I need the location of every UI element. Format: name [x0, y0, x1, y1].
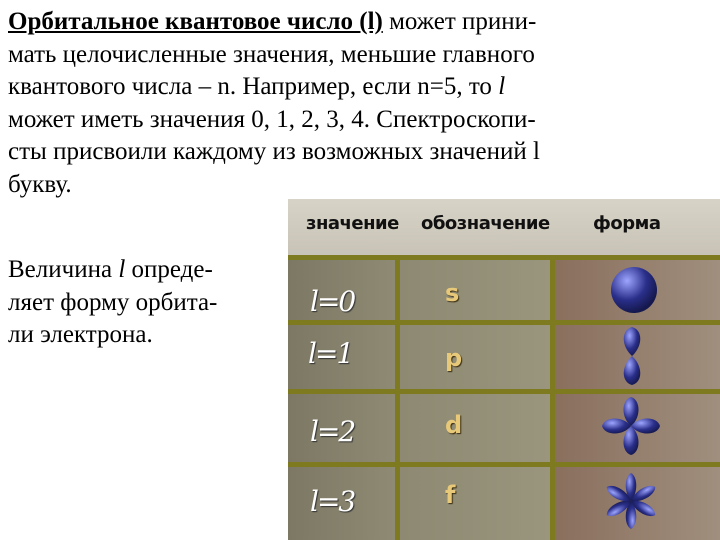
s-orbital-icon: [606, 265, 662, 315]
table-row-value: l=1: [308, 337, 353, 370]
table-row-symbol: d: [445, 411, 463, 439]
term-orbital-number: Орбитальное квантовое число (l): [8, 8, 383, 35]
table-row-symbol: f: [445, 481, 456, 509]
orbital-table: [288, 199, 720, 540]
f-orbital-icon: [597, 469, 665, 533]
header-value: значение: [306, 213, 399, 234]
table-row-symbol: s: [445, 279, 460, 307]
intro-paragraph: Орбитальное квантовое число (l) может прини- мать целочисленные значения, меньшие главного квантового числа – n. Например, если n=5, то l может иметь значения 0, 1, 2, 3, 4. Спектроскопи- сты присвоили каждому из возможных значений l букву.: [8, 8, 540, 198]
note-paragraph: Величина l опреде- ляет форму орбита- ли электрона.: [8, 256, 218, 348]
table-header: [288, 199, 720, 255]
table-row-symbol: p: [445, 344, 463, 372]
d-orbital-icon: [599, 394, 663, 458]
p-orbital-icon: [615, 324, 649, 388]
header-shape: форма: [593, 213, 661, 234]
table-row-value: l=0: [310, 285, 355, 318]
header-symbol: обозначение: [421, 213, 550, 234]
table-row-value: l=3: [310, 485, 355, 518]
table-row-value: l=2: [310, 415, 355, 448]
